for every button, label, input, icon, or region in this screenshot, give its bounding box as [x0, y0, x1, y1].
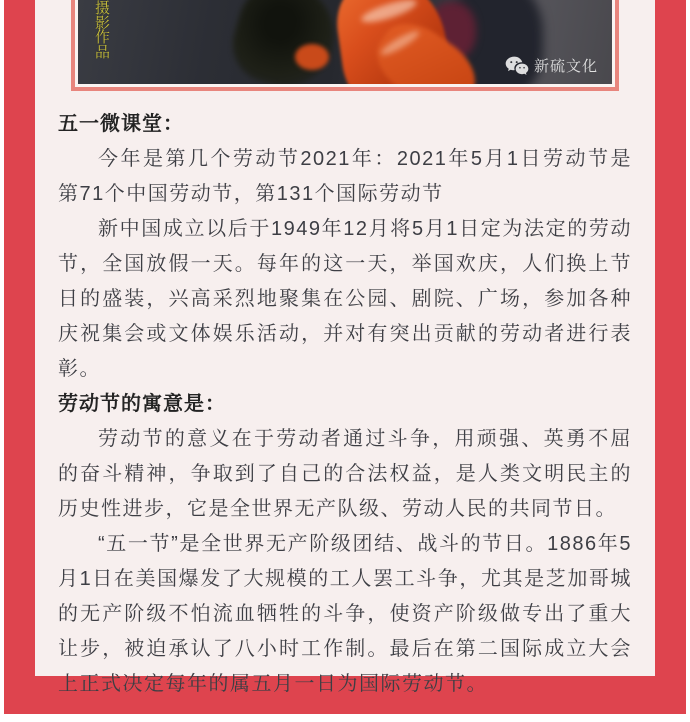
paragraph-meaning: 劳动节的意义在于劳动者通过斗争，用顽强、英勇不屈的奋斗精神，争取到了自己的合法权益，是人类文明民主的历史性进步，它是全世界无产队级、劳动人民的共同节日。 [58, 428, 632, 520]
section-heading-wuyi-class: 五一微课堂： [58, 113, 184, 135]
photo-vertical-caption: 摄影作品 [95, 0, 111, 61]
red-background-band [4, 0, 686, 714]
article-text [35, 91, 655, 702]
paragraph-history-1886: “五一节”是全世界无产阶级团结、战斗的节日。1886年5月1日在美国爆发了大规模的工人罢工斗争，尤其是芝加哥城的无产阶级不怕流血牺牲的斗争，使资产阶级做专出了重大让步，被迫承认了八小时工作制。最后在第二国际成立大会上正式决定每年的属五月一日为国际劳动节。 [58, 533, 632, 695]
watermark [505, 55, 598, 76]
section-heading-meaning: 劳动节的寓意是： [58, 393, 226, 415]
wechat-logo-icon [505, 56, 529, 76]
watermark-text: 新硫文化 [533, 58, 598, 75]
photo-frame [71, 0, 619, 91]
labor-day-photo[interactable] [78, 0, 612, 84]
article-content-column [35, 0, 655, 695]
photo-dark-glove-shape [224, 0, 346, 84]
paragraph-which-labor-day: 今年是第几个劳动节2021年：2021年5月1日劳动节是第71个中国劳动节，第131个国际劳动节 [58, 148, 632, 205]
paragraph-new-china-holiday: 新中国成立以后于1949年12月将5月1日定为法定的劳动节，全国放假一天。每年的这一天，举国欢庆，人们换上节日的盛装，兴高采烈地聚集在公园、剧院、广场，参加各种庆祝集会或文体娱乐活动，并对有突出贡献的劳动者进行表彰。 [58, 218, 632, 380]
photo-small-orange-shape [295, 44, 329, 70]
